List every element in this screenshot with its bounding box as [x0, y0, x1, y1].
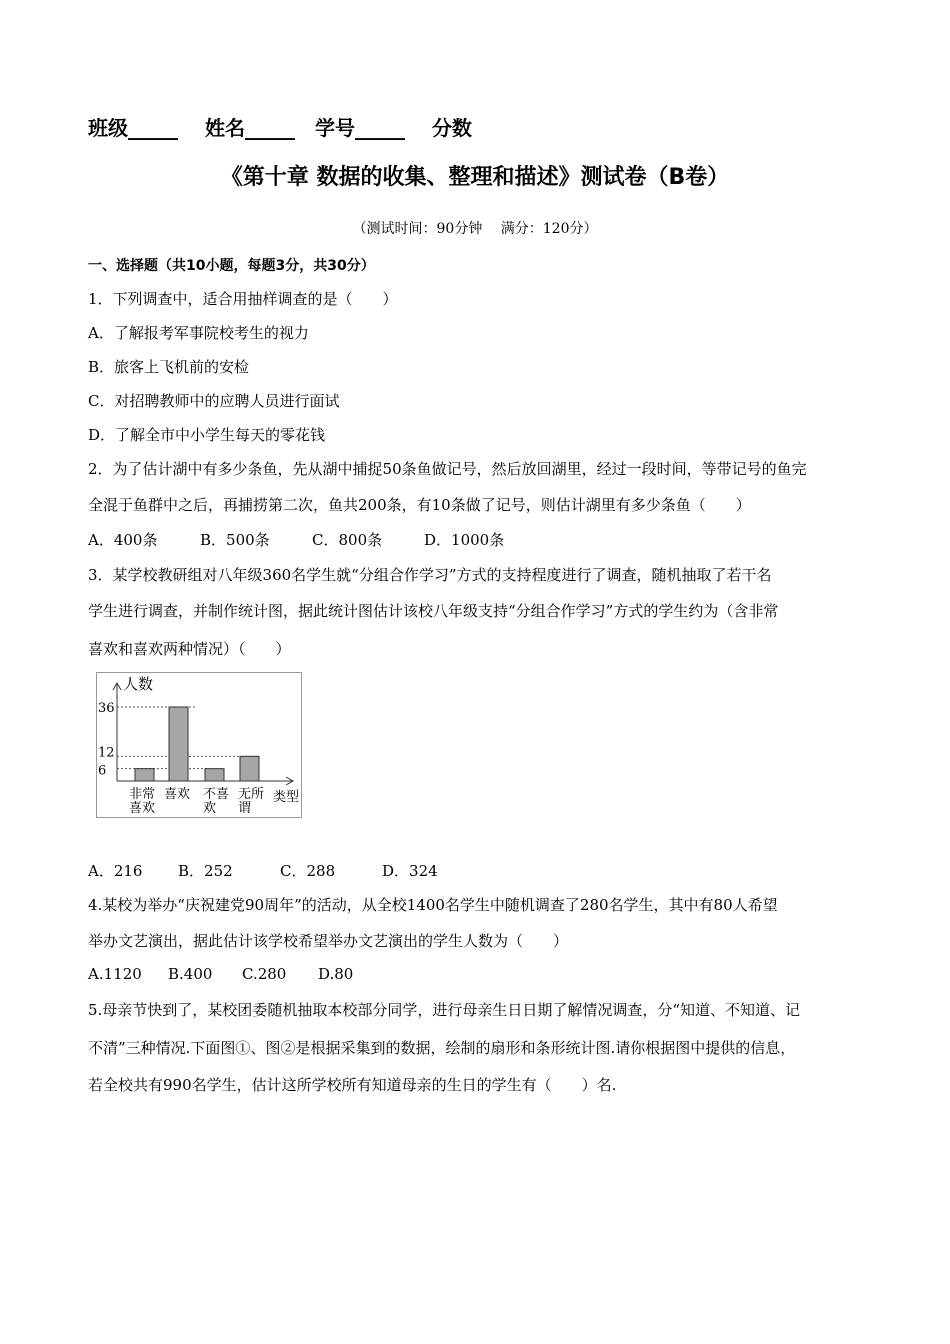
exam-subtitle: （测试时间：90分钟 满分：120分）	[352, 221, 598, 237]
q1-option-d: D．了解全市中小学生每天的零花钱	[88, 426, 326, 444]
q3-option-c: C．288	[280, 862, 336, 880]
q3-bar-chart	[96, 672, 302, 818]
x-axis-label: 类型	[273, 790, 300, 805]
section-heading: 一、选择题（共10小题，每题3分，共30分）	[88, 258, 375, 274]
bar	[135, 769, 154, 781]
q5-stem-line3: 若全校共有990名学生，估计这所学校所有知道母亲的生日的学生有（ ）名.	[88, 1076, 617, 1094]
q4-stem-line1: 4.某校为举办“庆祝建党90周年”的活动，从全校1400名学生中随机调查了280名学生，其中有80人希望	[88, 896, 778, 914]
class-blank[interactable]: _____	[128, 116, 178, 140]
q2-option-c: C．800条	[312, 531, 383, 549]
bar	[240, 756, 259, 781]
category-label: 欢	[203, 801, 217, 816]
category-label: 喜欢	[164, 787, 191, 802]
bar-chart-svg	[97, 673, 303, 819]
student-id-label: 学号	[314, 116, 355, 140]
name-label: 姓名	[204, 116, 245, 140]
q4-option-c: C.280	[242, 965, 287, 983]
bar	[169, 707, 188, 781]
q2-option-b: B．500条	[200, 531, 270, 549]
category-label: 谓	[238, 801, 252, 816]
q2-stem-line1: 2．为了估计湖中有多少条鱼，先从湖中捕捉50条鱼做记号，然后放回湖里，经过一段时间，等带记号的鱼完	[88, 460, 807, 478]
category-label: 喜欢	[129, 801, 156, 816]
q3-option-a: A．216	[88, 862, 143, 880]
q3-stem-line1: 3．某学校教研组对八年级360名学生就“分组合作学习”方式的支持程度进行了调查，随机抽取了若干名	[88, 566, 772, 584]
student-id-blank[interactable]: _____	[354, 116, 405, 140]
y-tick-label: 36	[98, 701, 115, 716]
q2-options	[88, 529, 868, 550]
class-label: 班级	[88, 116, 128, 140]
exam-title: 《第十章 数据的收集、整理和描述》测试卷（B卷）	[220, 165, 730, 190]
q1-stem: 1．下列调查中，适合用抽样调查的是（ ）	[88, 290, 398, 308]
name-blank[interactable]: _____	[244, 116, 295, 140]
q3-option-b: B．252	[178, 862, 233, 880]
q4-stem-line2: 举办文艺演出，据此估计该学校希望举办文艺演出的学生人数为（ ）	[88, 932, 569, 950]
bar	[205, 769, 224, 781]
q5-stem-line1: 5.母亲节快到了，某校团委随机抽取本校部分同学，进行母亲生日日期了解情况调查，分“知道、不知道、记	[88, 1001, 800, 1019]
category-label: 非常	[129, 787, 156, 802]
q2-option-a: A．400条	[88, 531, 158, 549]
q3-option-d: D．324	[382, 862, 438, 880]
q3-stem-line2: 学生进行调查，并制作统计图，据此统计图估计该校八年级支持“分组合作学习”方式的学生约为（含非常	[88, 602, 779, 620]
y-tick-label: 12	[98, 745, 115, 761]
q1-option-c: C．对招聘教师中的应聘人员进行面试	[88, 392, 340, 410]
student-info-header	[88, 112, 472, 141]
score-label: 分数	[431, 116, 472, 140]
q4-option-d: D.80	[318, 965, 354, 983]
q3-options	[88, 860, 868, 881]
category-label: 不喜	[203, 787, 230, 802]
q5-stem-line2: 不清”三种情况.下面图①、图②是根据采集到的数据，绘制的扇形和条形统计图.请你根据图中提供的信息，	[88, 1039, 796, 1057]
q4-option-b: B.400	[168, 965, 213, 983]
q3-stem-line3: 喜欢和喜欢两种情况）（ ）	[88, 640, 291, 658]
category-label: 无所	[238, 787, 265, 802]
q4-options	[88, 965, 868, 983]
q2-option-d: D．1000条	[424, 531, 505, 549]
q2-stem-line2: 全混于鱼群中之后，再捕捞第二次，鱼共200条，有10条做了记号，则估计湖里有多少条鱼（ ）	[88, 496, 751, 514]
y-tick-label: 6	[98, 763, 107, 779]
q1-option-a: A．了解报考军事院校考生的视力	[88, 324, 309, 342]
q1-option-b: B．旅客上飞机前的安检	[88, 358, 250, 376]
q4-option-a: A.1120	[88, 965, 142, 983]
y-axis-label: 人数	[123, 675, 154, 693]
